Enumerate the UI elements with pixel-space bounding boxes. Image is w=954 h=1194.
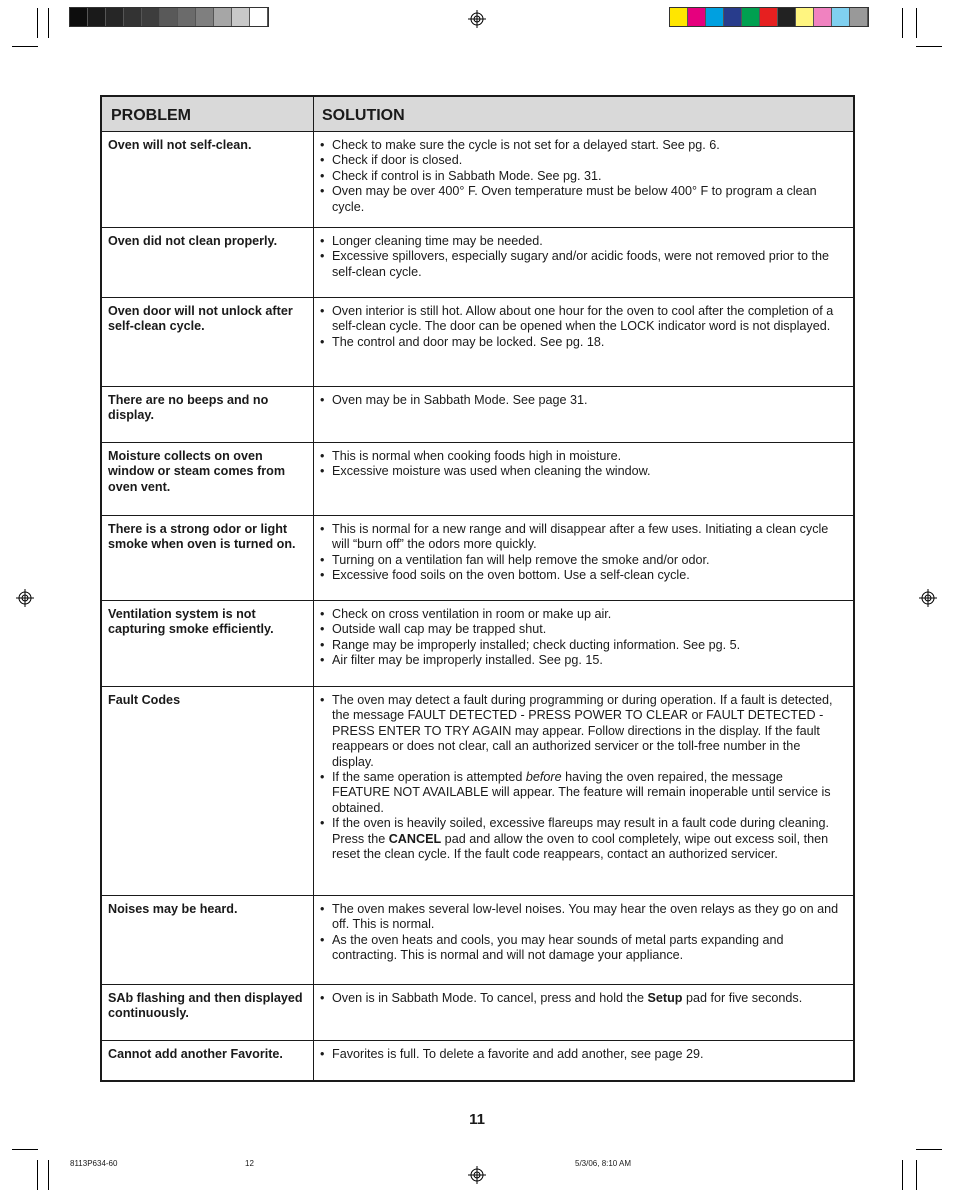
color-swatch	[142, 8, 160, 26]
problem-header: PROBLEM	[102, 97, 314, 131]
registration-mark-icon	[468, 1166, 486, 1184]
solution-list	[318, 902, 839, 964]
problem-cell: Oven did not clean properly.	[102, 228, 314, 297]
solution-cell	[314, 601, 853, 686]
crop-mark	[37, 8, 38, 38]
problem-cell: Noises may be heard.	[102, 896, 314, 984]
solution-cell	[314, 228, 853, 297]
solution-cell	[314, 298, 853, 386]
solution-item: • Check if door is closed.	[318, 153, 839, 168]
solution-item: • If the oven is heavily soiled, excessive flareups may result in a fault code during cleaning. Press the CANCEL pad and allow the oven to cool completely, wipe out excess soil, then reset the clean cycle. If the fault code reappears, contact an authorized servicer.	[318, 816, 839, 862]
grayscale-bar	[69, 7, 269, 27]
solution-cell	[314, 985, 853, 1040]
problem-cell: There are no beeps and no display.	[102, 387, 314, 442]
color-swatch	[760, 8, 778, 26]
solution-cell	[314, 516, 853, 600]
crop-mark	[902, 1160, 903, 1190]
crop-mark	[12, 46, 38, 47]
table-row	[102, 896, 853, 985]
color-swatch	[814, 8, 832, 26]
table-row	[102, 601, 853, 687]
solution-list	[318, 607, 839, 669]
table-row	[102, 443, 853, 516]
color-swatch	[124, 8, 142, 26]
solution-cell	[314, 687, 853, 895]
crop-mark	[916, 46, 942, 47]
color-swatch	[832, 8, 850, 26]
problem-cell: Cannot add another Favorite.	[102, 1041, 314, 1080]
solution-item: • This is normal for a new range and will disappear after a few uses. Initiating a clean cycle will “burn off” the odors more quickly.	[318, 522, 839, 553]
color-swatch	[232, 8, 250, 26]
crop-mark	[916, 1149, 942, 1150]
solution-cell	[314, 896, 853, 984]
problem-cell: SAb flashing and then displayed continuously.	[102, 985, 314, 1040]
crop-mark	[916, 8, 917, 38]
crop-mark	[37, 1160, 38, 1190]
color-swatch	[796, 8, 814, 26]
problem-cell: There is a strong odor or light smoke when oven is turned on.	[102, 516, 314, 600]
solution-item: • Oven is in Sabbath Mode. To cancel, press and hold the Setup pad for five seconds.	[318, 991, 839, 1006]
solution-item: • The oven makes several low-level noises. You may hear the oven relays as they go on and off. This is normal.	[318, 902, 839, 933]
solution-item: • Check if control is in Sabbath Mode. See pg. 31.	[318, 169, 839, 184]
table-row	[102, 228, 853, 298]
crop-mark	[916, 1160, 917, 1190]
table-row	[102, 1041, 853, 1080]
solution-item: • Outside wall cap may be trapped shut.	[318, 622, 839, 637]
crop-mark	[48, 1160, 49, 1190]
table-row	[102, 387, 853, 443]
table-row	[102, 298, 853, 387]
solution-item: • Excessive spillovers, especially sugary and/or acidic foods, were not removed prior to the self-clean cycle.	[318, 249, 839, 280]
solution-cell	[314, 387, 853, 442]
solution-item: • Oven may be over 400° F. Oven temperature must be below 400° F to program a clean cycle.	[318, 184, 839, 215]
table-row	[102, 687, 853, 896]
solution-cell	[314, 132, 853, 227]
solution-item: • Air filter may be improperly installed. See pg. 15.	[318, 653, 839, 668]
solution-item: • Favorites is full. To delete a favorite and add another, see page 29.	[318, 1047, 839, 1062]
solution-cell	[314, 1041, 853, 1080]
solution-item: • If the same operation is attempted before having the oven repaired, the message FEATURE NOT AVAILABLE will appear. The feature will remain inoperable until service is obtained.	[318, 770, 839, 816]
color-swatch	[214, 8, 232, 26]
registration-mark-icon	[16, 589, 34, 607]
crop-mark	[902, 8, 903, 38]
footer-date: 5/3/06, 8:10 AM	[575, 1159, 632, 1168]
color-swatch	[106, 8, 124, 26]
table-row	[102, 985, 853, 1041]
solution-item: • As the oven heats and cools, you may hear sounds of metal parts expanding and contracting. This is normal and will not damage your appliance.	[318, 933, 839, 964]
solution-list	[318, 693, 839, 862]
solution-item: • The oven may detect a fault during programming or during operation. If a fault is detected, the message FAULT DETECTED - PRESS POWER TO CLEAR or FAULT DETECTED - PRESS ENTER TO TRY AGAIN may appear. Follow directions in the display. If the fault reappears or does not clear, call an authorized servicer or the toll-free number in the display.	[318, 693, 839, 770]
footer-code: 8113P634-60	[70, 1159, 118, 1168]
table-body	[102, 132, 853, 1080]
solution-item: • Check on cross ventilation in room or make up air.	[318, 607, 839, 622]
registration-mark-icon	[919, 589, 937, 607]
color-swatch	[250, 8, 268, 26]
solution-list	[318, 1047, 839, 1062]
problem-cell: Ventilation system is not capturing smoke efficiently.	[102, 601, 314, 686]
solution-cell	[314, 443, 853, 515]
color-swatch	[70, 8, 88, 26]
color-swatch	[742, 8, 760, 26]
color-bar	[669, 7, 869, 27]
color-swatch	[850, 8, 868, 26]
problem-cell: Oven door will not unlock after self-clean cycle.	[102, 298, 314, 386]
problem-cell: Moisture collects on oven window or steam comes from oven vent.	[102, 443, 314, 515]
crop-mark	[12, 1149, 38, 1150]
color-swatch	[724, 8, 742, 26]
crop-mark	[48, 8, 49, 38]
color-swatch	[88, 8, 106, 26]
color-swatch	[688, 8, 706, 26]
table-row	[102, 132, 853, 228]
solution-list	[318, 234, 839, 280]
solution-item: • Check to make sure the cycle is not set for a delayed start. See pg. 6.	[318, 138, 839, 153]
solution-item: • Range may be improperly installed; check ducting information. See pg. 5.	[318, 638, 839, 653]
footer-page: 12	[245, 1159, 254, 1168]
table-row	[102, 516, 853, 601]
solution-item: • Oven may be in Sabbath Mode. See page 31.	[318, 393, 839, 408]
troubleshooting-table	[100, 95, 855, 1082]
page-number: 11	[469, 1111, 485, 1128]
solution-item: • Excessive moisture was used when cleaning the window.	[318, 464, 839, 479]
color-swatch	[778, 8, 796, 26]
problem-cell: Oven will not self-clean.	[102, 132, 314, 227]
solution-list	[318, 522, 839, 584]
solution-list	[318, 304, 839, 350]
solution-list	[318, 138, 839, 215]
solution-item: • Longer cleaning time may be needed.	[318, 234, 839, 249]
color-swatch	[670, 8, 688, 26]
registration-mark-icon	[468, 10, 486, 28]
solution-list	[318, 449, 839, 480]
table-header	[102, 97, 853, 132]
solution-item: • Turning on a ventilation fan will help remove the smoke and/or odor.	[318, 553, 839, 568]
solution-item: • The control and door may be locked. See pg. 18.	[318, 335, 839, 350]
color-swatch	[160, 8, 178, 26]
solution-header: SOLUTION	[322, 107, 405, 124]
solution-item: • This is normal when cooking foods high in moisture.	[318, 449, 839, 464]
solution-item: • Oven interior is still hot. Allow about one hour for the oven to cool after the completion of a self-clean cycle. The door can be opened when the LOCK indicator word is not displayed.	[318, 304, 839, 335]
problem-cell: Fault Codes	[102, 687, 314, 895]
color-swatch	[706, 8, 724, 26]
color-swatch	[178, 8, 196, 26]
color-swatch	[196, 8, 214, 26]
solution-list	[318, 393, 839, 408]
solution-item: • Excessive food soils on the oven bottom. Use a self-clean cycle.	[318, 568, 839, 583]
solution-list	[318, 991, 839, 1006]
